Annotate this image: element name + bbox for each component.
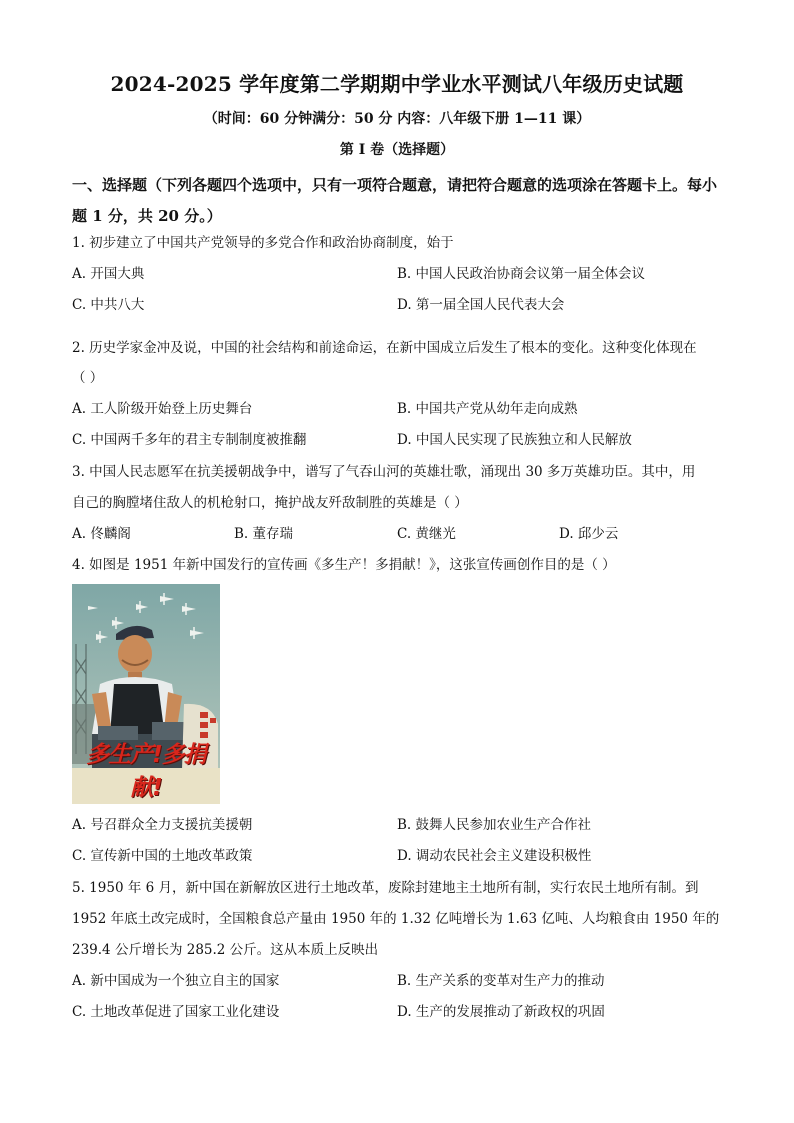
q3-stem-line-1: 3. 中国人民志愿军在抗美援朝战争中，谱写了气吞山河的英雄壮歌，涌现出 30 多万英雄功臣。其中，用 bbox=[72, 464, 696, 480]
q5-option-d[interactable]: D. 生产的发展推动了新政权的巩固 bbox=[397, 1004, 605, 1020]
q1-option-b[interactable]: B. 中国人民政治协商会议第一届全体会议 bbox=[397, 266, 646, 282]
q5-option-c[interactable]: C. 土地改革促进了国家工业化建设 bbox=[72, 1004, 280, 1020]
q1-option-a[interactable]: A. 开国大典 bbox=[72, 266, 145, 282]
q3-stem-line-2: 自己的胸膛堵住敌人的机枪射口，掩护战友歼敌制胜的英雄是（ ） bbox=[72, 495, 468, 511]
q3-option-b[interactable]: B. 董存瑞 bbox=[234, 526, 294, 542]
exam-subtitle: （时间：60 分钟满分：50 分 内容：八年级下册 1—11 课） bbox=[203, 111, 591, 127]
q2-stem-line-1: 2. 历史学家金冲及说，中国的社会结构和前途命运，在新中国成立后发生了根本的变化。这种变化体现在 bbox=[72, 340, 697, 356]
q1-option-d[interactable]: D. 第一届全国人民代表大会 bbox=[397, 297, 565, 313]
q5-stem-line-1: 5. 1950 年 6 月，新中国在新解放区进行土地改革，废除封建地主土地所有制，实行农民土地所有制。到 bbox=[72, 880, 699, 896]
q4-stem: 4. 如图是 1951 年新中国发行的宣传画《多生产！多捐献！》，这张宣传画创作目的是（ ） bbox=[72, 557, 616, 573]
q4-option-a[interactable]: A. 号召群众全力支援抗美援朝 bbox=[72, 817, 253, 833]
section-heading: 一、选择题（下列各题四个选项中，只有一项符合题意，请把符合题意的选项涂在答题卡上。每小题 1 分，共 20 分。） bbox=[72, 176, 718, 225]
q1-stem: 1. 初步建立了中国共产党领导的多党合作和政治协商制度，始于 bbox=[72, 235, 454, 251]
q4-option-d[interactable]: D. 调动农民社会主义建设积极性 bbox=[397, 848, 592, 864]
q5-option-b[interactable]: B. 生产关系的变革对生产力的推动 bbox=[397, 973, 605, 989]
q2-option-d[interactable]: D. 中国人民实现了民族独立和人民解放 bbox=[397, 432, 632, 448]
q5-option-a[interactable]: A. 新中国成为一个独立自主的国家 bbox=[72, 973, 280, 989]
q3-option-c[interactable]: C. 黄继光 bbox=[397, 526, 456, 542]
q5-stem-line-3: 239.4 公斤增长为 285.2 公斤。这从本质上反映出 bbox=[72, 942, 379, 958]
q3-option-a[interactable]: A. 佟麟阁 bbox=[72, 526, 131, 542]
poster-caption: 多生产!多捐献! bbox=[86, 742, 206, 801]
q4-option-b[interactable]: B. 鼓舞人民参加农业生产合作社 bbox=[397, 817, 592, 833]
q2-option-c[interactable]: C. 中国两千多年的君主专制制度被推翻 bbox=[72, 432, 307, 448]
q2-option-b[interactable]: B. 中国共产党从幼年走向成熟 bbox=[397, 401, 578, 417]
q2-stem-line-2: （ ） bbox=[72, 370, 104, 386]
q1-option-c[interactable]: C. 中共八大 bbox=[72, 297, 145, 313]
exam-title: 2024-2025 学年度第二学期期中学业水平测试八年级历史试题 bbox=[110, 72, 684, 96]
q5-stem-line-2: 1952 年底土改完成时，全国粮食总产量由 1950 年的 1.32 亿吨增长为 1.63 亿吨、人均粮食由 1950 年的 bbox=[72, 911, 720, 927]
q4-option-c[interactable]: C. 宣传新中国的土地改革政策 bbox=[72, 848, 253, 864]
q3-option-d[interactable]: D. 邱少云 bbox=[559, 526, 619, 542]
q2-option-a[interactable]: A. 工人阶级开始登上历史舞台 bbox=[72, 401, 253, 417]
volume-heading: 第 I 卷（选择题） bbox=[339, 142, 455, 158]
propaganda-poster-image bbox=[72, 584, 220, 804]
